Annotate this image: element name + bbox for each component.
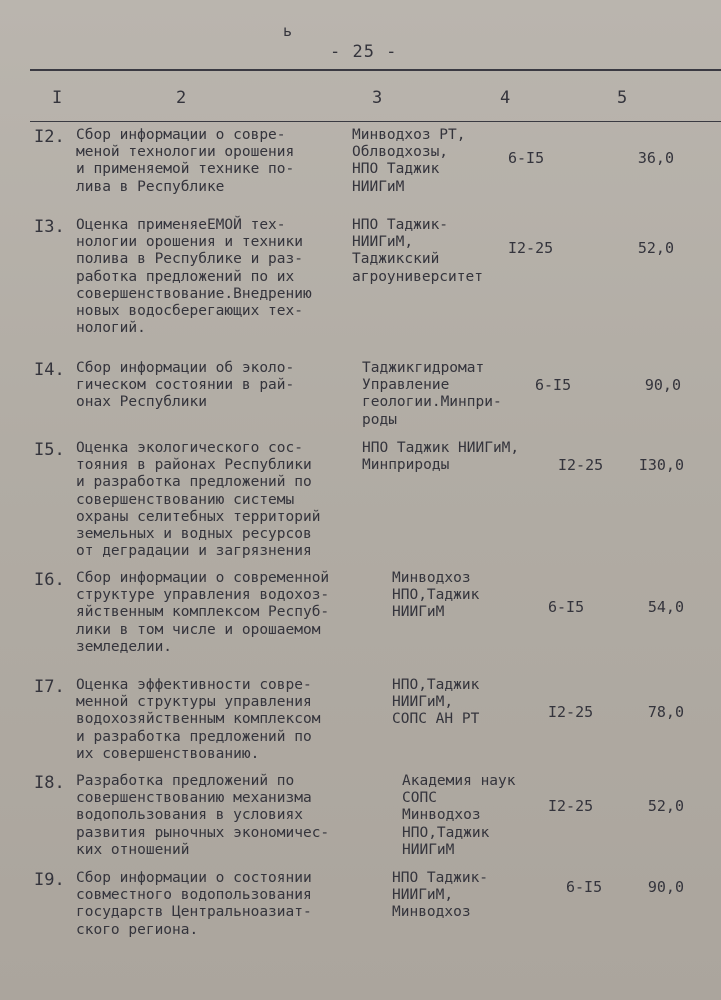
row-executors: Академия наук СОПС Минводхоз НПО,Таджик НИИГиМ	[402, 773, 516, 858]
row-number: I9.	[34, 870, 65, 890]
row-description: Сбор информации об эколо- гическом состоянии в рай- онах Республики	[76, 360, 295, 411]
row-cost: 36,0	[637, 149, 674, 167]
row-executors: НПО Таджик НИИГиМ, Минприроды	[362, 440, 520, 474]
row-description: Оценка эффективности совре- менной структуры управления водохозяйственным комплексом и разработка предложений по их совершенствованию.	[76, 677, 321, 762]
column-header-3: 3	[372, 88, 383, 108]
row-executors: НПО Таджик- НИИГиМ, Минводхоз	[392, 870, 489, 921]
row-description: Сбор информации о современной структуре управления водохоз- яйственным комплексом Респуб- лики в том числе и орошаемом земледелии.	[76, 570, 330, 655]
column-header-1: I	[52, 88, 63, 108]
row-number: I8.	[34, 773, 65, 793]
row-executors: Минводхоз НПО,Таджик НИИГиМ	[392, 570, 480, 621]
row-executors: НПО Таджик- НИИГиМ, Таджикский агроуниверситет	[352, 217, 483, 285]
row-description: Сбор информации о состоянии совместного водопользования государств Центральноазиат- ского региона.	[76, 870, 312, 938]
row-description: Оценка применяеЕМОЙ тех- нологии орошения и техники полива в Республике и раз- работка предложений по их совершенствование.Внедрению новых водосберегающих тех- нологий.	[76, 217, 312, 337]
handwritten-mark: ь	[283, 22, 293, 40]
row-executors: НПО,Таджик НИИГиМ, СОПС АН РТ	[392, 677, 480, 728]
column-header-5: 5	[617, 88, 628, 108]
row-description: Сбор информации о совре- меной технологии орошения и применяемой технике по- лива в Республике	[76, 127, 295, 195]
table-top-rule	[30, 69, 721, 71]
row-cost: 78,0	[647, 703, 684, 721]
row-term: I2-25	[548, 797, 594, 815]
row-term: I2-25	[508, 239, 554, 257]
row-cost: 54,0	[647, 598, 684, 616]
page-number: - 25 -	[330, 42, 398, 62]
row-number: I2.	[34, 127, 65, 147]
row-cost: 90,0	[644, 376, 681, 394]
row-cost: 90,0	[647, 878, 684, 896]
row-cost: I30,0	[638, 456, 684, 474]
column-header-4: 4	[500, 88, 511, 108]
table-header-rule	[30, 121, 721, 122]
row-number: I7.	[34, 677, 65, 697]
row-executors: Минводхоз РТ, Облводхозы, НПО Таджик НИИГиМ	[352, 127, 466, 195]
row-term: I2-25	[548, 703, 594, 721]
row-term: 6-I5	[535, 376, 572, 394]
row-executors: Таджикгидромат Управление геологии.Минпри- роды	[362, 360, 502, 428]
row-number: I5.	[34, 440, 65, 460]
row-term: 6-I5	[566, 878, 603, 896]
row-cost: 52,0	[637, 239, 674, 257]
column-header-2: 2	[176, 88, 187, 108]
row-number: I4.	[34, 360, 65, 380]
row-term: I2-25	[558, 456, 604, 474]
row-number: I6.	[34, 570, 65, 590]
row-number: I3.	[34, 217, 65, 237]
row-description: Разработка предложений по совершенствованию механизма водопользования в условиях развития рыночных экономичес- ких отношений	[76, 773, 330, 858]
row-cost: 52,0	[647, 797, 684, 815]
row-term: 6-I5	[548, 598, 585, 616]
row-term: 6-I5	[508, 149, 545, 167]
row-description: Оценка экологического сос- тояния в районах Республики и разработка предложений по совершенствованию системы охраны селитебных территорий земельных и водных ресурсов от деградации и загрязнения	[76, 440, 321, 560]
